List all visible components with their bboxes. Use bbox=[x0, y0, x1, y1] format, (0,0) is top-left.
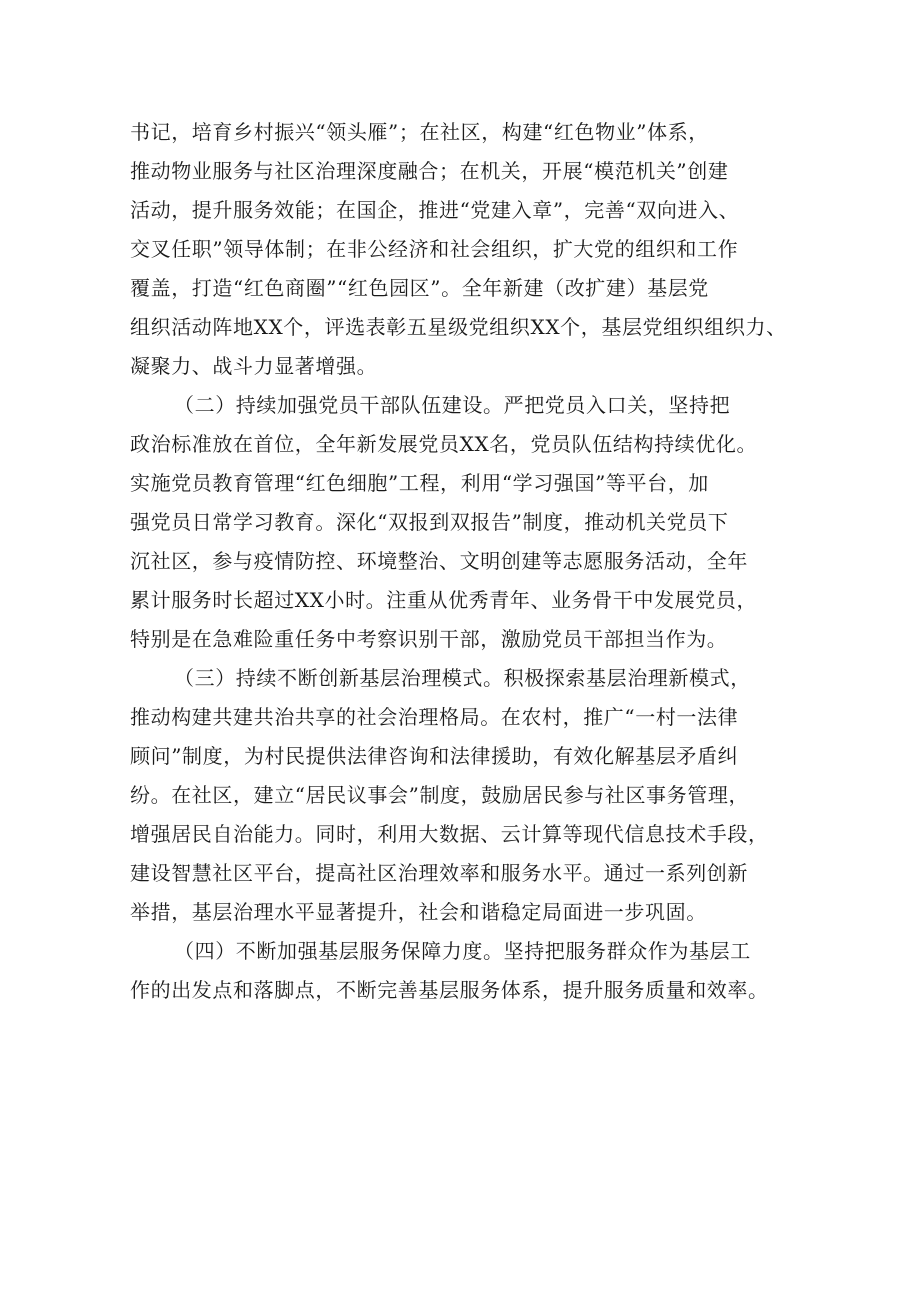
text-line: 推动物业服务与社区治理深度融合；在机关，开展“模范机关”创建 bbox=[130, 159, 729, 183]
text-line: 增强居民自治能力。同时，利用大数据、云计算等现代信息技术手段， bbox=[130, 822, 769, 846]
text-line: 纷。在社区，建立“居民议事会”制度，鼓励居民参与社区事务管理， bbox=[130, 783, 750, 807]
text-line: 强党员日常学习教育。深化“双报到双报告”制度，推动机关党员下 bbox=[130, 510, 729, 534]
paragraph-section-4 bbox=[130, 932, 800, 1010]
text-line: 沉社区，参与疫情防控、环境整治、文明创建等志愿服务活动，全年 bbox=[130, 549, 748, 573]
text-line: 书记，培育乡村振兴“领头雁”；在社区，构建“红色物业”体系， bbox=[130, 120, 709, 144]
document-body bbox=[130, 113, 800, 1010]
text-line: （三）持续不断创新基层治理模式。积极探索基层治理新模式， bbox=[174, 666, 751, 690]
text-line: （二）持续加强党员干部队伍建设。严把党员入口关，坚持把 bbox=[174, 393, 731, 417]
text-line: 举措，基层治理水平显著提升，社会和谐稳定局面进一步巩固。 bbox=[130, 900, 707, 924]
text-line: 活动，提升服务效能；在国企，推进“党建入章”，完善“双向进入、 bbox=[130, 198, 740, 222]
text-line: 特别是在急难险重任务中考察识别干部，激励党员干部担当作为。 bbox=[130, 627, 728, 651]
text-line: 作的出发点和落脚点，不断完善基层服务体系，提升服务质量和效率。 bbox=[130, 978, 769, 1002]
text-line: 实施党员教育管理“红色细胞”工程，利用“学习强国”等平台，加 bbox=[130, 471, 709, 495]
text-line: （四）不断加强基层服务保障力度。坚持把服务群众作为基层工 bbox=[174, 939, 751, 963]
paragraph-section-3 bbox=[130, 659, 800, 932]
text-line: 推动构建共建共治共享的社会治理格局。在农村，推广“一村一法律 bbox=[130, 705, 739, 729]
text-line: 覆盖，打造“红色商圈”“红色园区”。全年新建（改扩建）基层党 bbox=[130, 276, 709, 300]
text-line: 建设智慧社区平台，提高社区治理效率和服务水平。通过一系列创新 bbox=[130, 861, 748, 885]
paragraph-section-2 bbox=[130, 386, 800, 659]
text-line: 顾问”制度，为村民提供法律咨询和法律援助，有效化解基层矛盾纠 bbox=[130, 744, 739, 768]
text-line: 组织活动阵地XX个，评选表彰五星级党组织XX个，基层党组织组织力、 bbox=[130, 315, 787, 339]
text-line: 凝聚力、战斗力显著增强。 bbox=[130, 354, 378, 378]
paragraph-continuation bbox=[130, 113, 800, 386]
text-line: 交叉任职”领导体制；在非公经济和社会组织，扩大党的组织和工作 bbox=[130, 237, 739, 261]
text-line: 累计服务时长超过XX小时。注重从优秀青年、业务骨干中发展党员， bbox=[130, 588, 758, 612]
text-line: 政治标准放在首位，全年新发展党员XX名，党员队伍结构持续优化。 bbox=[130, 432, 758, 456]
